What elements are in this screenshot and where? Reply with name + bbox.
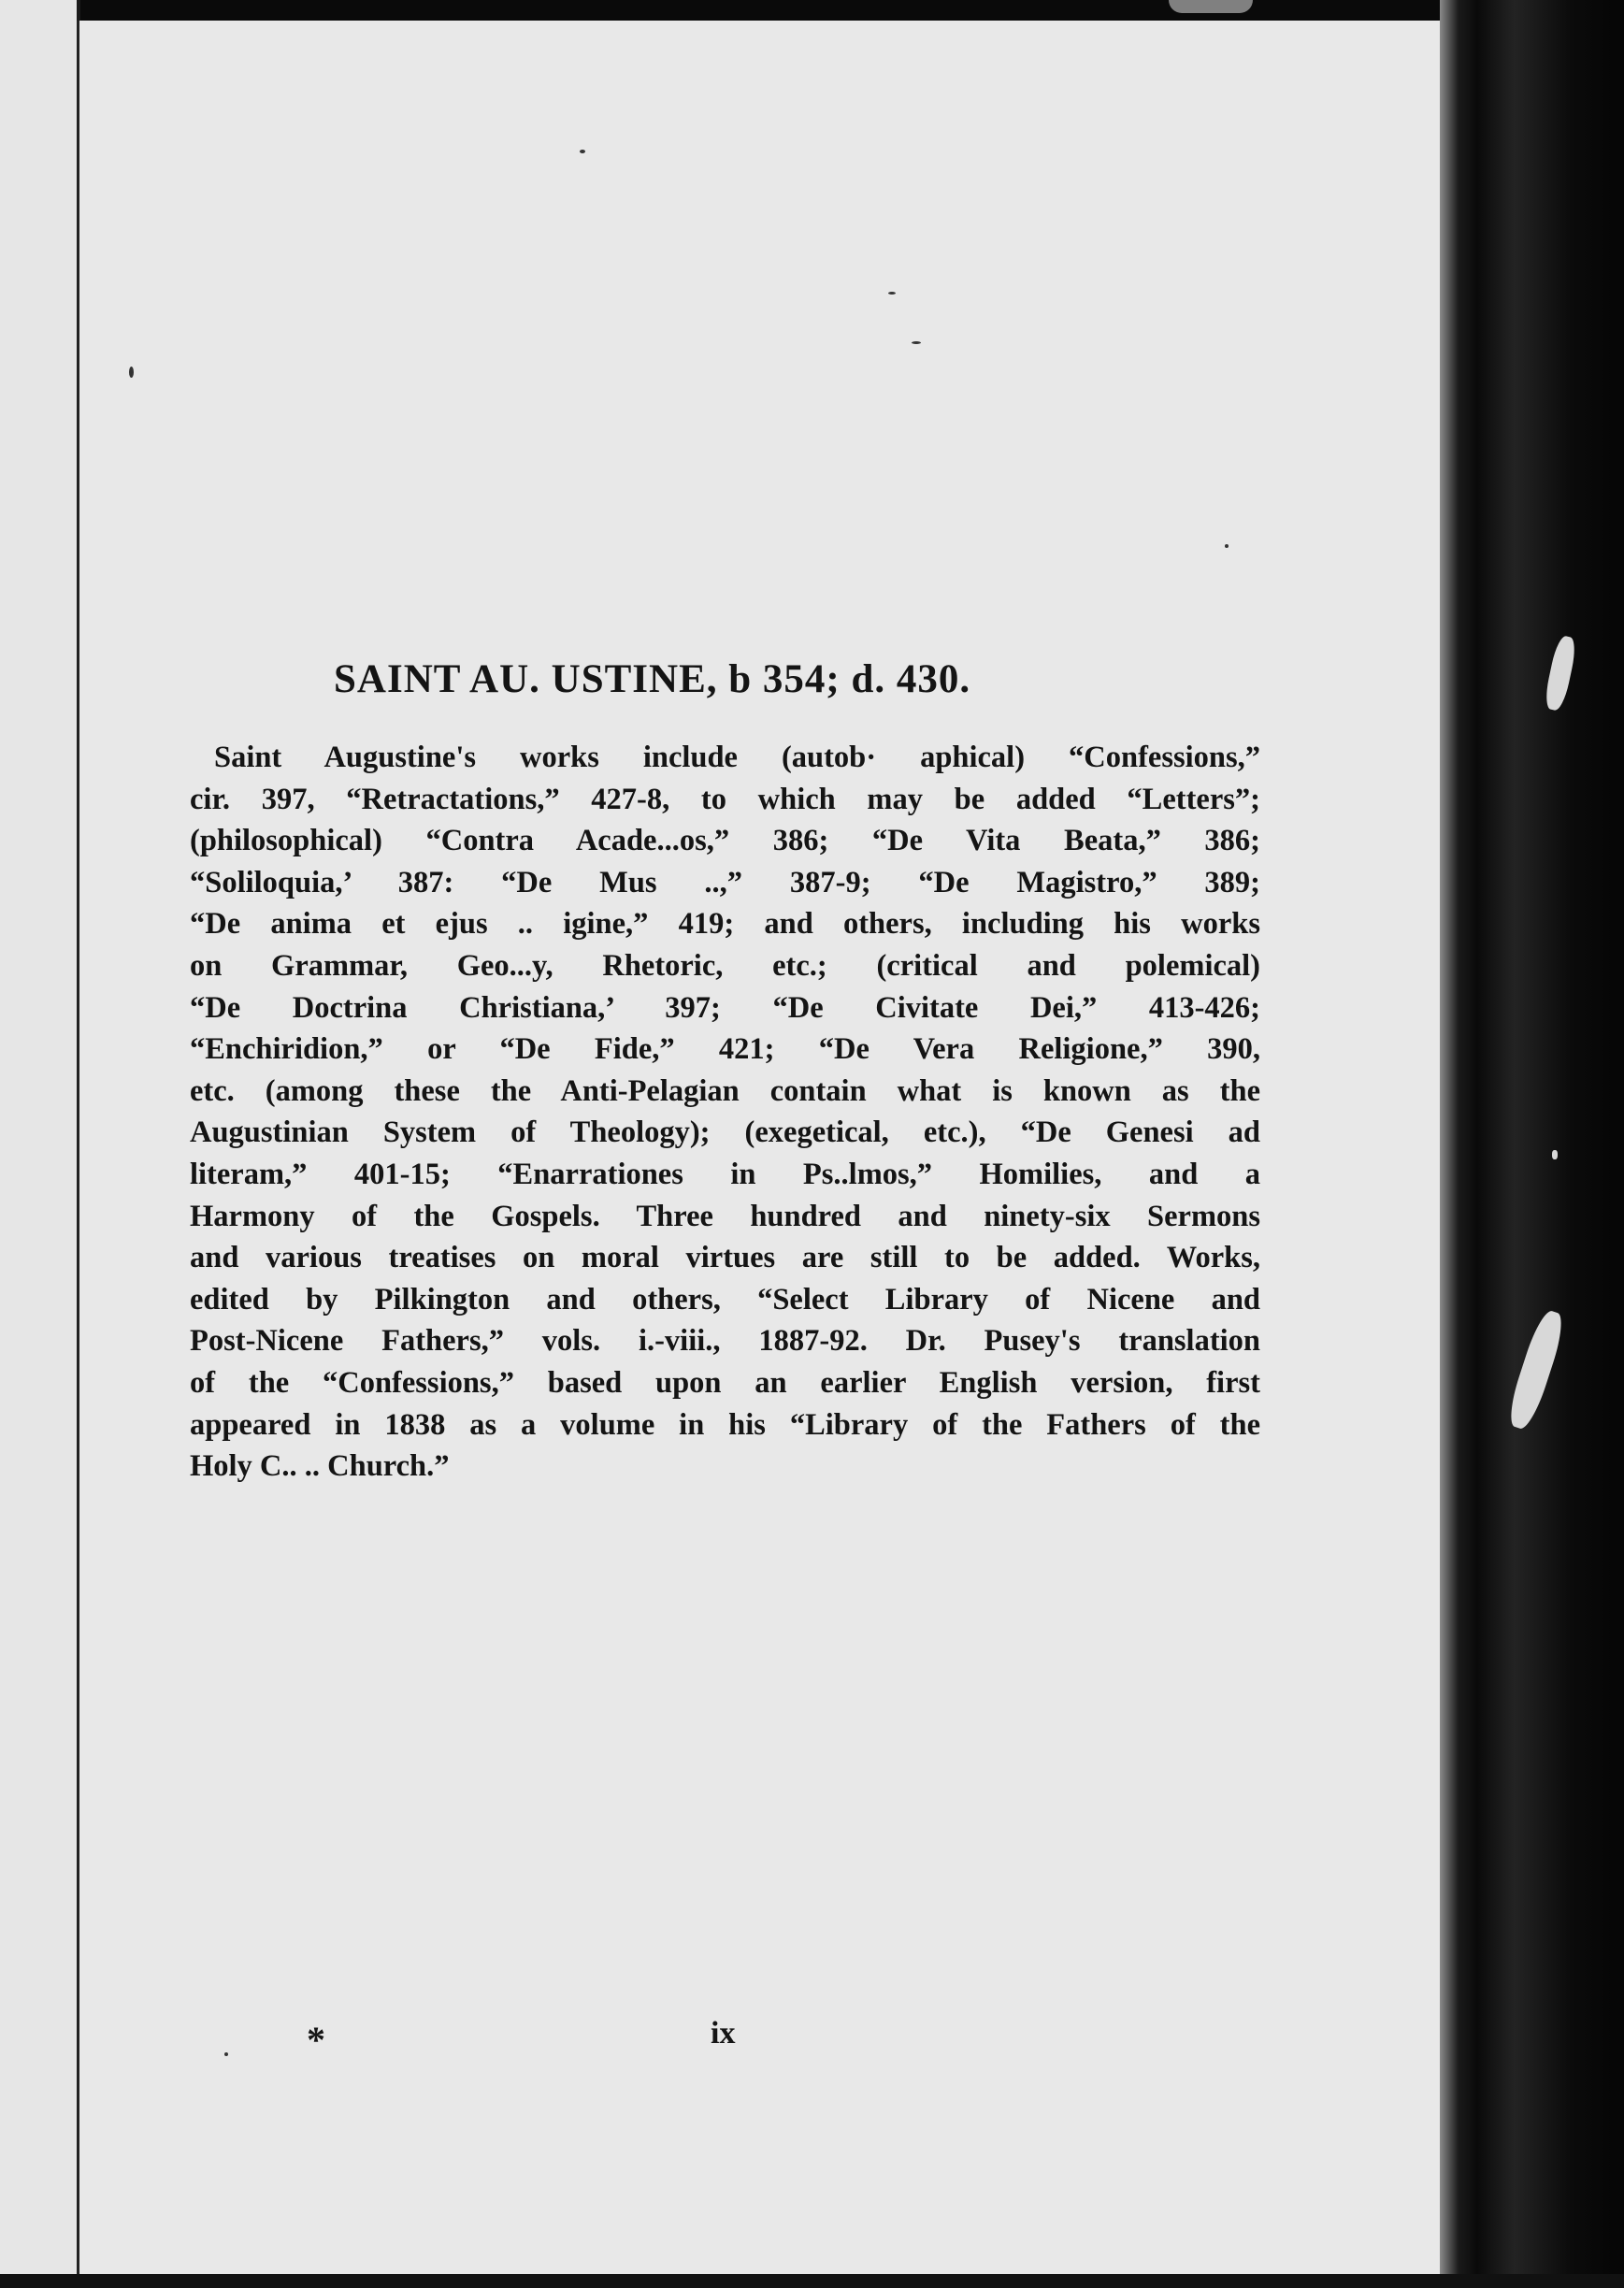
- text-line: and various treatises on moral virtues are still to be added. Works,: [190, 1241, 1260, 1275]
- scan-artifact: [1552, 1150, 1558, 1159]
- scan-artifact: [1504, 1308, 1569, 1432]
- text-line: edited by Pilkington and others, “Select Library of Nicene and: [190, 1282, 1260, 1317]
- bottom-border: [0, 2274, 1624, 2288]
- scan-speck: [580, 150, 585, 153]
- text-line: appeared in 1838 as a volume in his “Library of the Fathers of the: [190, 1407, 1260, 1442]
- text-line: “Soliloquia,’ 387: “De Mus ..,” 387-9; “De Magistro,” 389;: [190, 865, 1260, 899]
- scan-speck: [129, 367, 134, 378]
- text-line: “De Doctrina Christiana,’ 397; “De Civitate Dei,” 413-426;: [190, 990, 1260, 1025]
- right-book-edge: [1440, 0, 1624, 2288]
- scan-speck: [224, 2052, 228, 2056]
- left-page-edge: [0, 0, 80, 2288]
- body-paragraph: [190, 737, 1260, 1488]
- text-line: Post-Nicene Fathers,” vols. i.-viii., 1887-92. Dr. Pusey's translation: [190, 1324, 1260, 1359]
- text-line: “De anima et ejus .. igine,” 419; and others, including his works: [190, 907, 1260, 942]
- asterisk-mark: *: [307, 2019, 325, 2061]
- text-line: Holy C.. .. Church.”: [190, 1449, 450, 1484]
- text-line: (philosophical) “Contra Acade...os,” 386; “De Vita Beata,” 386;: [190, 824, 1260, 858]
- text-line: on Grammar, Geo...y, Rhetoric, etc.; (critical and polemical): [190, 948, 1260, 983]
- text-line: cir. 397, “Retractations,” 427-8, to which may be added “Letters”;: [190, 782, 1260, 816]
- text-line: Augustinian System of Theology); (exegetical, etc.), “De Genesi ad: [190, 1115, 1260, 1150]
- text-line: Harmony of the Gospels. Three hundred and ninety-six Sermons: [190, 1199, 1260, 1233]
- scan-artifact: [1543, 635, 1578, 712]
- scan-speck: [912, 341, 921, 344]
- text-line: etc. (among these the Anti-Pelagian contain what is known as the: [190, 1073, 1260, 1108]
- scan-artifact: [1169, 0, 1253, 13]
- text-line: of the “Confessions,” based upon an earlier English version, first: [190, 1365, 1260, 1400]
- scan-speck: [888, 292, 896, 295]
- page-title: SAINT AU. USTINE, b 354; d. 430.: [334, 657, 971, 701]
- text-line: Saint Augustine's works include (autob· aphical) “Confessions,”: [214, 741, 1260, 774]
- text-line: “Enchiridion,” or “De Fide,” 421; “De Vera Religione,” 390,: [190, 1032, 1260, 1067]
- page-number: ix: [711, 2016, 736, 2051]
- scan-speck: [1225, 544, 1229, 548]
- text-line: literam,” 401-15; “Enarrationes in Ps..lmos,” Homilies, and a: [190, 1157, 1260, 1191]
